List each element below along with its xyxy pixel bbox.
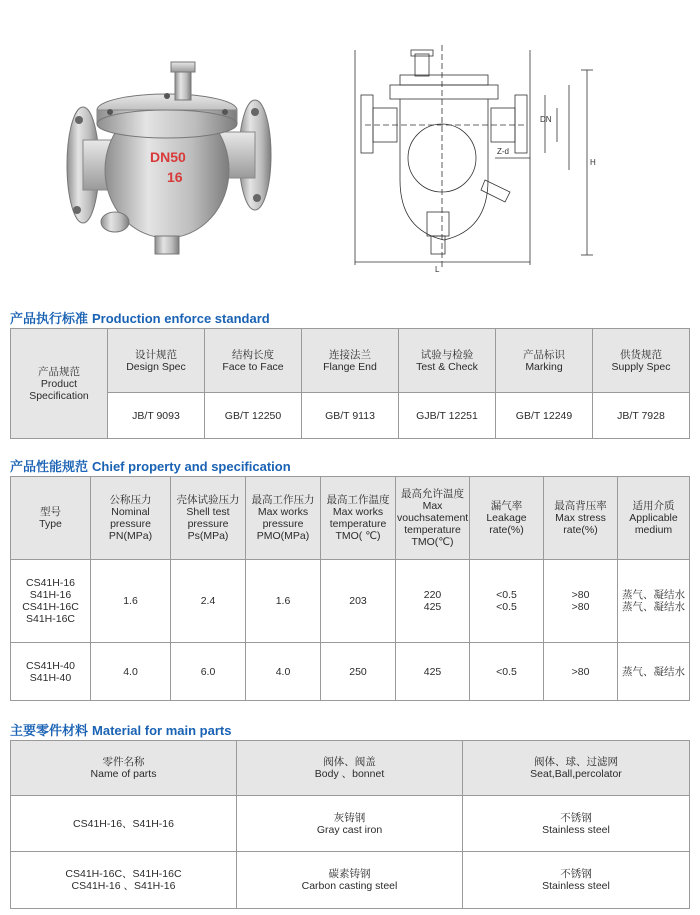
section3-title-cn: 主要零件材料 [10,723,89,738]
section3-title-en: Material for main parts [92,723,232,738]
spec-row-1-pn: 1.6 [91,560,171,643]
spec-row-1-leak: <0.5 <0.5 [470,560,544,643]
value-face-to-face: GB/T 12250 [205,393,302,439]
header-flange-end: 连接法兰 Flange End [302,329,399,393]
technical-drawing [345,40,605,275]
spec-row-1-pmo: 1.6 [246,560,321,643]
spec-header-5: 最高允许温度 Max vouchsatement temperature TMO(℃) [396,477,470,560]
section2-title-en: Chief property and specification [92,459,291,474]
value-marking: GB/T 12249 [496,393,593,439]
header-seat-ball: 阀体、球、过滤网 Seat,Ball,percolator [463,741,690,796]
spec-header-row [11,477,690,560]
header-face-to-face: 结构长度 Face to Face [205,329,302,393]
row-header-en1: Product [40,377,78,390]
header-test-check: 试验与检验 Test & Check [399,329,496,393]
materials-table [10,740,690,909]
section3-title [10,720,231,739]
spec-header-4: 最高工作温度 Max works temperature TMO( ℃) [321,477,396,560]
spec-header-6: 漏气率 Leakage rate(%) [470,477,544,560]
spec-row-2 [11,643,690,701]
spec-header-3: 最高工作压力 Max works pressure PMO(MPa) [246,477,321,560]
standards-table [10,328,690,439]
materials-row-2 [11,852,690,909]
standards-value-row [11,393,690,439]
spec-row-1-medium: 蒸气、凝结水 蒸气、凝结水 [618,560,690,643]
spec-row-2-medium: 蒸气、凝结水 [618,643,690,701]
dim-zd: Z-d [497,147,509,156]
steam-trap-photo [55,40,280,265]
spec-row-2-type: CS41H-40 S41H-40 [11,643,91,701]
spec-row-2-leak: <0.5 [470,643,544,701]
standards-header-row [11,329,690,393]
materials-row-2-seat: 不锈钢 Stainless steel [463,852,690,909]
spec-row-1-ps: 2.4 [171,560,246,643]
row-header-cn: 产品规范 [38,365,80,378]
section2-title-cn: 产品性能规范 [10,459,89,474]
section2-title [10,456,291,475]
spec-row-2-stress: >80 [544,643,618,701]
materials-row-1 [11,796,690,852]
spec-header-1: 公称压力 Nominal pressure PN(MPa) [91,477,171,560]
spec-row-2-pmo: 4.0 [246,643,321,701]
spec-row-1 [11,560,690,643]
spec-row-2-tmo: 250 [321,643,396,701]
materials-row-1-name: CS41H-16、S41H-16 [11,796,237,852]
casting-text-dn: DN50 [150,149,186,165]
spec-row-2-tma: 425 [396,643,470,701]
header-body-bonnet: 阀体、阀盖 Body 、bonnet [237,741,463,796]
section1-title [10,308,270,327]
value-test-check: GJB/T 12251 [399,393,496,439]
value-design-spec: JB/T 9093 [108,393,205,439]
value-flange-end: GB/T 9113 [302,393,399,439]
materials-row-2-name: CS41H-16C、S41H-16C CS41H-16 、S41H-16 [11,852,237,909]
casting-text-pn: 16 [167,169,183,185]
spec-row-2-pn: 4.0 [91,643,171,701]
top-figure-area [0,0,700,300]
spec-header-2: 壳体试验压力 Shell test pressure Ps(MPa) [171,477,246,560]
dim-l: L [435,265,440,274]
materials-row-1-body: 灰铸钢 Gray cast iron [237,796,463,852]
spec-row-1-stress: >80 >80 [544,560,618,643]
standards-row-header [11,329,108,439]
section1-title-cn: 产品执行标准 [10,311,89,326]
dim-dn: DN [540,115,552,124]
header-supply-spec: 供货规范 Supply Spec [593,329,690,393]
spec-header-8: 适用介质 Applicable medium [618,477,690,560]
dim-h: H [590,158,596,167]
header-design-spec: 设计规范 Design Spec [108,329,205,393]
value-supply-spec: JB/T 7928 [593,393,690,439]
row-header-en2: Specification [29,389,89,402]
spec-header-7: 最高背压率 Max stress rate(%) [544,477,618,560]
spec-row-2-ps: 6.0 [171,643,246,701]
spec-row-1-type: CS41H-16 S41H-16 CS41H-16C S41H-16C [11,560,91,643]
section1-title-en: Production enforce standard [92,311,270,326]
spec-header-0: 型号 Type [11,477,91,560]
materials-row-2-body: 碳素铸钢 Carbon casting steel [237,852,463,909]
materials-row-1-seat: 不锈钢 Stainless steel [463,796,690,852]
header-name-of-parts: 零件名称 Name of parts [11,741,237,796]
header-marking: 产品标识 Marking [496,329,593,393]
spec-table [10,476,690,701]
spec-row-1-tmo: 203 [321,560,396,643]
spec-row-1-tma: 220 425 [396,560,470,643]
materials-header-row [11,741,690,796]
